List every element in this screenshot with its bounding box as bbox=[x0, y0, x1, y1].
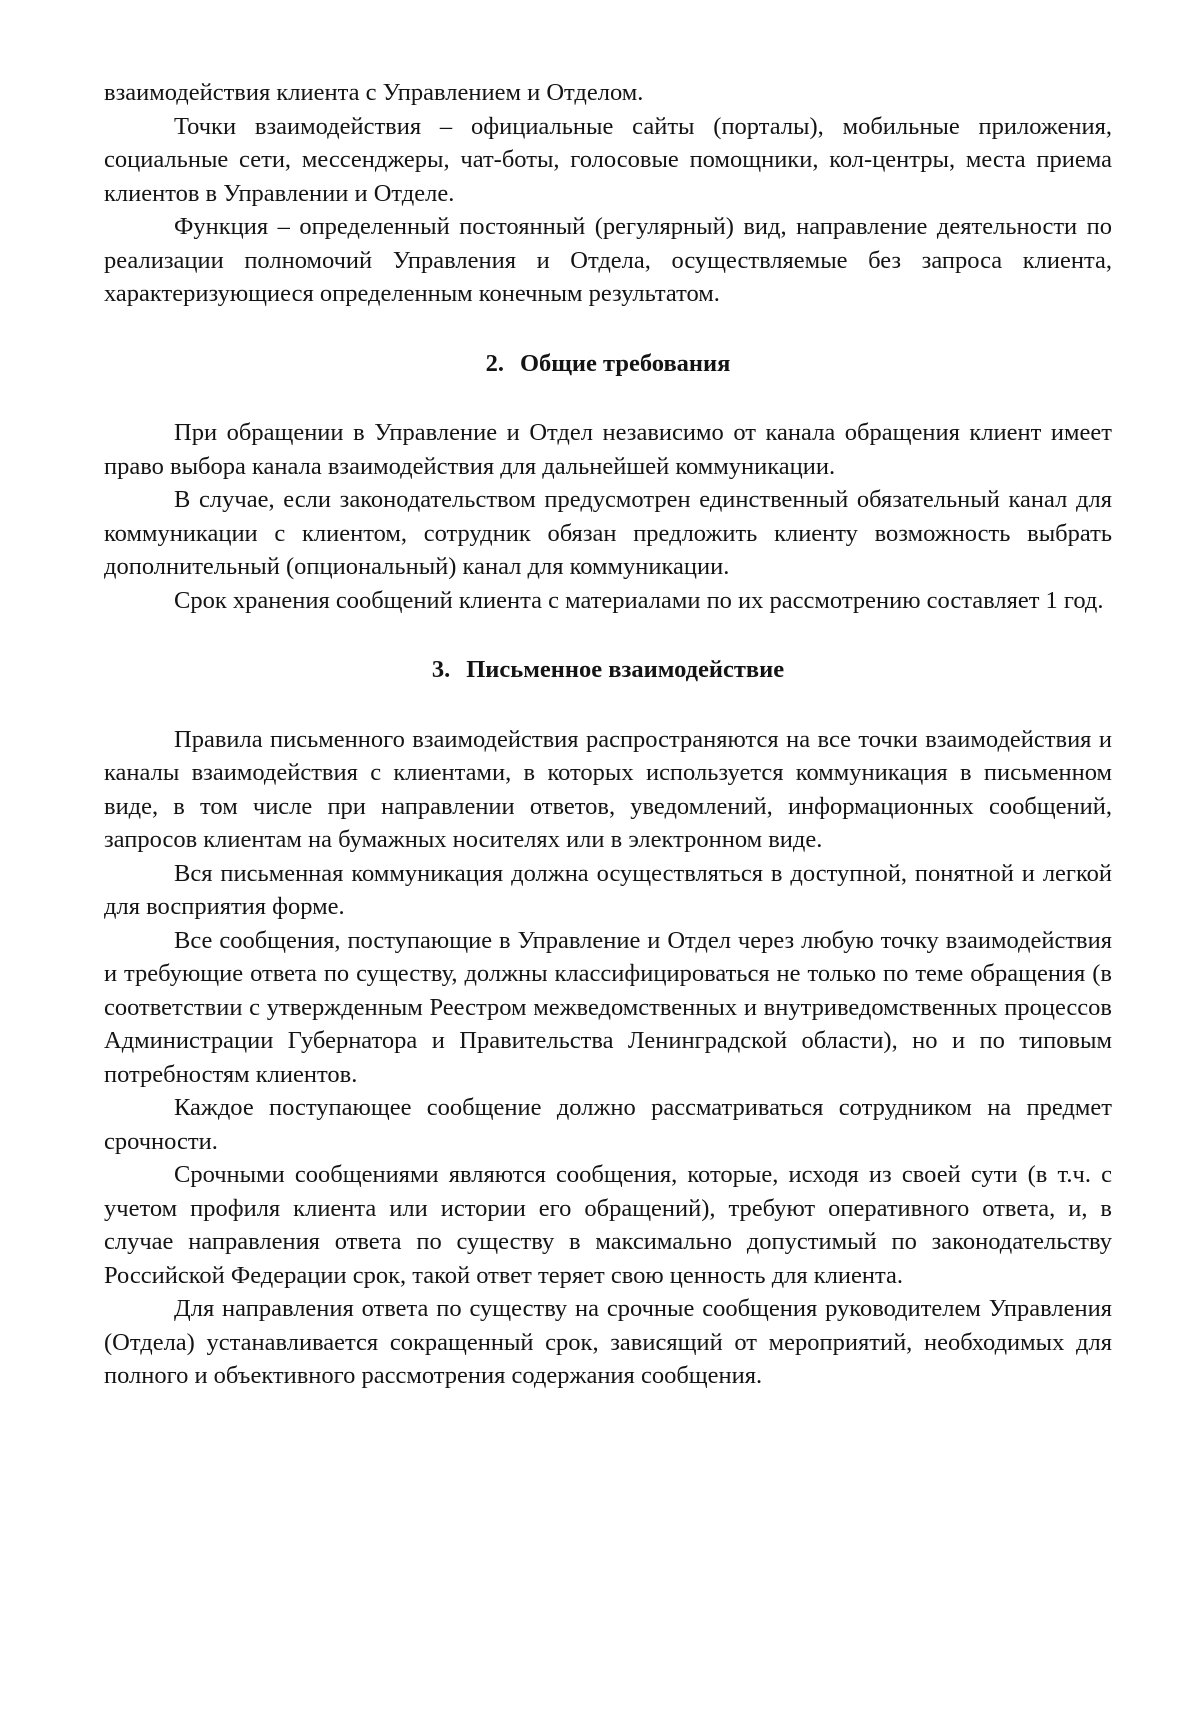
section-2-paragraph-2: В случае, если законодательством предусмотрен единственный обязательный канал для коммуникации с клиентом, сотрудник обязан предложить клиенту возможность выбрать дополнительный (опциональный) канал для коммуникации. bbox=[104, 486, 1112, 580]
section-2-title: Общие требования bbox=[519, 349, 731, 377]
section-3-paragraph-6: Для направления ответа по существу на срочные сообщения руководителем Управления (Отдела) устанавливается сокращенный срок, зависящий от мероприятий, необходимых для полного и объективного рассмотрения содержания сообщения. bbox=[104, 1295, 1112, 1389]
intro-paragraph-1: взаимодействия клиента с Управлением и Отделом. bbox=[104, 79, 644, 106]
intro-paragraph-2: Точки взаимодействия – официальные сайты (порталы), мобильные приложения, социальные сети, мессенджеры, чат-боты, голосовые помощники, кол-центры, места приема клиентов в Управлении и Отделе. bbox=[104, 112, 1112, 207]
section-2-paragraph-1: При обращении в Управление и Отдел независимо от канала обращения клиент имеет право выбора канала взаимодействия для дальнейшей коммуникации. bbox=[104, 419, 1112, 480]
section-2-paragraph-3: Срок хранения сообщений клиента с материалами по их рассмотрению составляет 1 год. bbox=[174, 586, 1104, 614]
intro-paragraph-3: Функция – определенный постоянный (регулярный) вид, направление деятельности по реализации полномочий Управления и Отдела, осуществляемые без запроса клиента, характеризующиеся определенным конечным результатом. bbox=[104, 213, 1112, 307]
section-3-heading bbox=[104, 653, 1112, 687]
section-3-title: Письменное взаимодействие bbox=[466, 656, 785, 683]
section-3-paragraph-5: Срочными сообщениями являются сообщения, которые, исходя из своей сути (в т.ч. с учетом профиля клиента или истории его обращений), требуют оперативного ответа, и, в случае направления ответа по существу в максимально допустимый по законодательству Российской Федерации срок, такой ответ теряет свою ценность для клиента. bbox=[104, 1161, 1112, 1289]
section-3-paragraph-3: Все сообщения, поступающие в Управление и Отдел через любую точку взаимодействия и требующие ответа по существу, должны классифицироваться не только по теме обращения (в соответствии с утвержденным Реестром межведомственных и внутриведомственных процессов Администрации Губернатора и Правительства Ленинградской области), но и по типовым потребностям клиентов. bbox=[104, 926, 1112, 1088]
section-3-paragraph-2: Вся письменная коммуникация должна осуществляться в доступной, понятной и легкой для восприятия форме. bbox=[104, 859, 1112, 920]
section-2-heading bbox=[104, 347, 1112, 381]
section-2-number: 2. bbox=[485, 349, 504, 377]
section-3-paragraph-1: Правила письменного взаимодействия распространяются на все точки взаимодействия и каналы взаимодействия с клиентами, в которых используется коммуникация в письменном виде, в том числе при направлении ответов, уведомлений, информационных сообщений, запросов клиентам на бумажных носителях или в электронном виде. bbox=[104, 725, 1112, 853]
section-3-number: 3. bbox=[431, 656, 451, 683]
section-3-paragraph-4: Каждое поступающее сообщение должно рассматриваться сотрудником на предмет срочности. bbox=[104, 1094, 1112, 1155]
